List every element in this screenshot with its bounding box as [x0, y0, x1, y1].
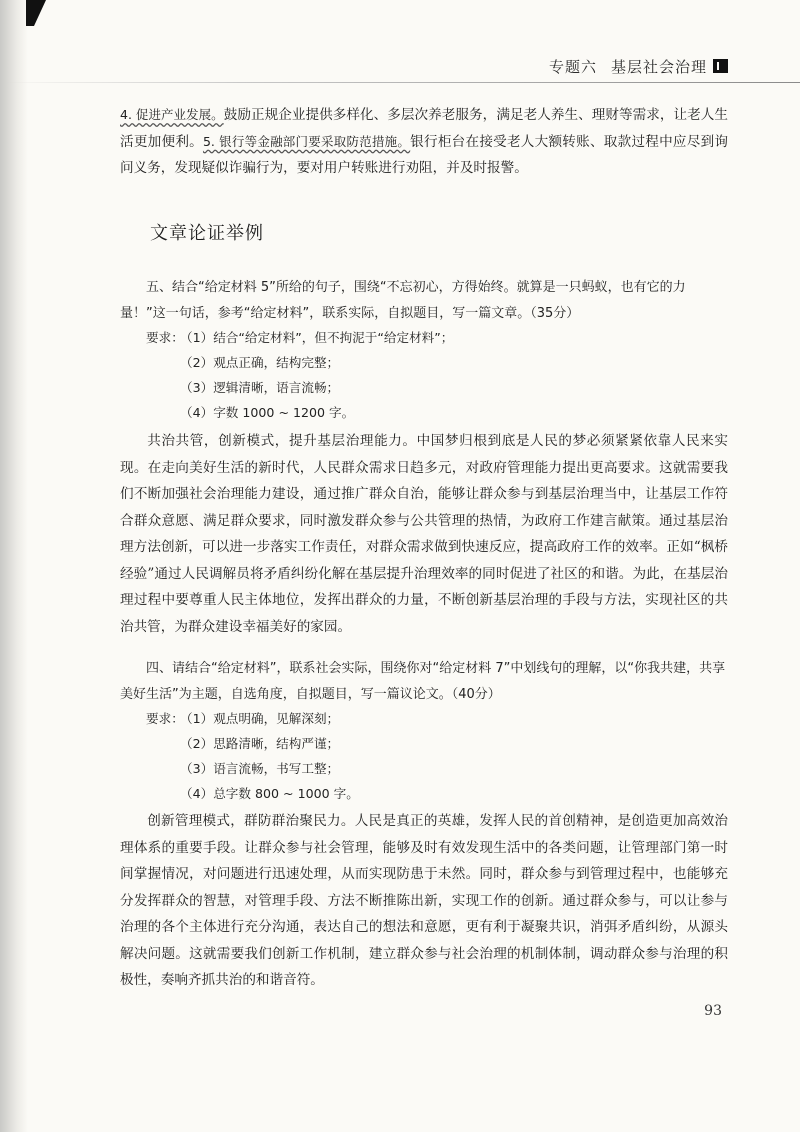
q5-req-4: （4）字数 1000 ~ 1200 字。: [180, 405, 355, 420]
q4-req-label: 要求：: [146, 711, 184, 726]
chapter-title: 基层社会治理: [610, 58, 707, 76]
q4-req-2: （2）思路清晰，结构严谨；: [180, 736, 340, 751]
q4-req-4: （4）总字数 800 ~ 1000 字。: [180, 786, 359, 801]
q5-question: 五、结合“给定材料 5”所给的句子，围绕“不忘初心，方得始终。就算是一只蚂蚁，也有它的力量！”这一句话，参考“给定材料”，联系实际，自拟题目，写一篇文章。（35分）: [120, 280, 686, 321]
intro-point-4-body: 鼓励正规企业提供多样化、多层次养老服务，满足老人养生、理财等需求，让老人生活更加便利。: [120, 107, 728, 150]
q5-req-2: （2）观点正确，结构完整；: [180, 355, 340, 370]
header-rule: [0, 82, 800, 83]
q5-answer: 共治共管，创新模式，提升基层治理能力。中国梦归根到底是人民的梦必须紧紧依靠人民来实现。在走向美好生活的新时代，人民群众需求日趋多元，对政府管理能力提出更高要求。这就需要我们不断加强社会治理能力建设，通过推广群众自治，能够让群众参与到基层治理当中，让基层工作符合群众意愿、满足群众要求，同时激发群众参与公共管理的热情，为政府工作建言献策。通过基层治理方法创新，可以进一步落实工作责任，对群众需求做到快速反应，提高政府工作的效率。正如“枫桥经验”通过人民调解员将矛盾纠纷化解在基层提升治理效率的同时促进了社区的和谐。为此，在基层治理过程中要尊重人民主体地位，发挥出群众的力量，不断创新基层治理的手段与方法，实现社区的共治共管，为群众建设幸福美好的家园。: [120, 433, 728, 635]
q5-req-1: （1）结合“给定材料”，但不拘泥于“给定材料”；: [180, 330, 454, 345]
q4-req-3: （3）语言流畅，书写工整；: [180, 761, 340, 776]
q5-req-3: （3）逻辑清晰，语言流畅；: [180, 380, 340, 395]
scan-edge: [0, 0, 28, 1132]
q4-req-1: （1）观点明确，见解深刻；: [180, 711, 340, 726]
q5-req-label: 要求：: [146, 330, 184, 345]
intro-point-5-body: 银行柜台在接受老人大额转账、取款过程中应尽到询问义务，发现疑似诈骗行为，要对用户转账进行劝阻，并及时报警。: [120, 133, 729, 176]
page-number: 93: [704, 1003, 722, 1019]
q4-question: 四、请结合“给定材料”，联系社会实际，围绕你对“给定材料 7”中划线句的理解，以“你我共建，共享美好生活”为主题，自选角度，自拟题目，写一篇议论文。（40分）: [120, 661, 726, 702]
intro-point-4-heading: 4. 促进产业发展。: [120, 107, 224, 122]
q4-answer: 创新管理模式，群防群治聚民力。人民是真正的英雄，发挥人民的首创精神，是创造更加高效治理体系的重要手段。让群众参与社会管理，能够及时有效发现生活中的各类问题，让管理部门第一时间掌握情况，对问题进行迅速处理，从而实现防患于未然。同时，群众参与到管理过程中，也能够充分发挥群众的智慧，对管理手段、方法不断推陈出新，实现工作的创新。通过群众参与，可以让参与治理的各个主体进行充分沟通，表达自己的想法和意愿，更有利于凝聚共识，消弭矛盾纠纷，从源头解决问题。这就需要我们创新工作机制，建立群众参与社会治理的机制体制，调动群众参与治理的积极性，奏响齐抓共治的和谐音符。: [120, 813, 728, 988]
running-head: [549, 56, 728, 77]
scan-corner-mark: [26, 0, 46, 26]
intro-paragraph: [120, 102, 728, 182]
book-icon: [713, 59, 728, 73]
intro-point-5-heading: 5. 银行等金融部门要采取防范措施。: [202, 133, 411, 149]
section-title: 文章论证举例: [150, 223, 264, 244]
chapter-label: 专题六: [548, 58, 597, 76]
